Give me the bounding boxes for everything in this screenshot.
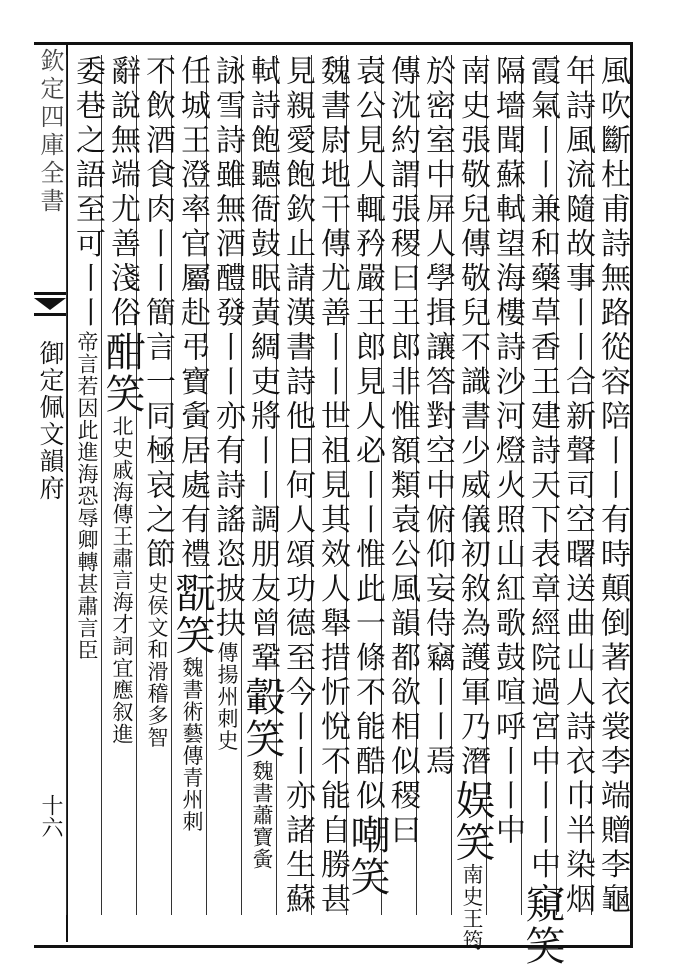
text-column xyxy=(66,55,105,915)
fishtail-mark xyxy=(34,292,66,316)
body-text: 風吹斷杜甫詩無路從容陪丨丨有時顛倒著衣裳李端贈李龜 xyxy=(595,55,630,918)
body-text: 辭說無端尤善淺俗 xyxy=(105,55,140,331)
spine-page-number: 十六 xyxy=(38,794,63,838)
column-text xyxy=(99,55,145,745)
column-text xyxy=(169,55,215,833)
column-text xyxy=(487,55,527,849)
body-text: 於密室中屏人學揖讓答對空中俯仰妄侍竊丨丨焉 xyxy=(420,55,455,780)
headword: 娱笑 xyxy=(449,779,495,864)
body-text: 軾詩飽聽衙鼓眠黃綢吏將丨丨調朋友曾鞏 xyxy=(245,55,280,676)
spine-book-title: 御定佩文韻府 xyxy=(36,340,65,502)
column-text xyxy=(592,55,632,918)
annotation-text: 帝言若因此進海恐辱卿轉甚肅言臣 xyxy=(75,331,99,661)
headword: 轂笑 xyxy=(239,676,285,760)
column-text xyxy=(344,55,390,898)
headword: 窺笑 xyxy=(519,883,565,967)
body-text: 任城王澄率官屬赴弔寶夤居處有禮 xyxy=(175,55,210,573)
column-text xyxy=(449,55,495,952)
body-text: 中 xyxy=(490,814,525,849)
headword: 酣笑 xyxy=(99,331,145,415)
annotation-text: 魏書蕭寶夤 xyxy=(250,760,274,870)
annotation-text: 史侯文和滑稽多智 xyxy=(145,572,169,749)
body-text: 委巷之語至可丨丨 xyxy=(70,55,105,331)
body-text: 傳沈約謂張稷曰王郎非惟額類袁公風韻都欲相似稷曰 xyxy=(385,55,420,849)
body-text: 魏書尉地干傳尤善丨丨世祖見其效人舉措忻悅不能自勝甚 xyxy=(315,55,350,918)
column-text xyxy=(277,55,317,918)
annotation-text: 魏書術藝傳青州刺 xyxy=(180,656,204,833)
spine-margin xyxy=(34,42,68,942)
annotation-text: 傳揚州刺史 xyxy=(215,641,239,752)
column-text xyxy=(312,55,352,918)
headword: 翫笑 xyxy=(169,572,215,657)
headword: 嘲笑 xyxy=(344,814,390,898)
body-text: 霞氣丨丨兼和藥草香王建詩天下表章經院過宮中丨丨 xyxy=(525,55,560,849)
text-body xyxy=(66,55,630,967)
spine-header: 欽定四庫全書 xyxy=(36,48,64,216)
body-text: 中 xyxy=(525,848,560,883)
column-text xyxy=(417,55,457,780)
column-text xyxy=(67,55,107,661)
body-text: 南史張敬兒傳敬兒不識書少威儀初敘為護軍乃潛 xyxy=(455,55,490,780)
annotation-text: 南史王筠 xyxy=(460,863,484,952)
column-text xyxy=(239,55,285,870)
body-text: 見親愛飽欽止請漢書詩他日何人頌功德至今丨丨亦諸生蘇 xyxy=(280,55,315,918)
column-text xyxy=(557,55,597,918)
column-text xyxy=(519,55,565,967)
column-text xyxy=(382,55,422,849)
body-text: 年詩風流隨故事丨丨合新聲司空曙送曲山人詩衣巾半染烟 xyxy=(560,55,595,918)
body-text: 不飲酒食肉丨丨簡言一同極哀之節 xyxy=(140,55,175,573)
annotation-text: 北史戚海傳王肅言海才詞宜應叙進 xyxy=(110,415,134,745)
body-text: 隔墻聞蘇軾望海樓詩沙河燈火照山紅歌鼓喧呼丨丨 xyxy=(490,55,525,814)
body-text: 詠雪詩雖無酒醴發丨丨亦有詩謠恣披抉 xyxy=(210,55,245,642)
body-text: 袁公見人輒矜嚴王郎見人必丨丨惟此一條不能酷似 xyxy=(350,55,385,814)
